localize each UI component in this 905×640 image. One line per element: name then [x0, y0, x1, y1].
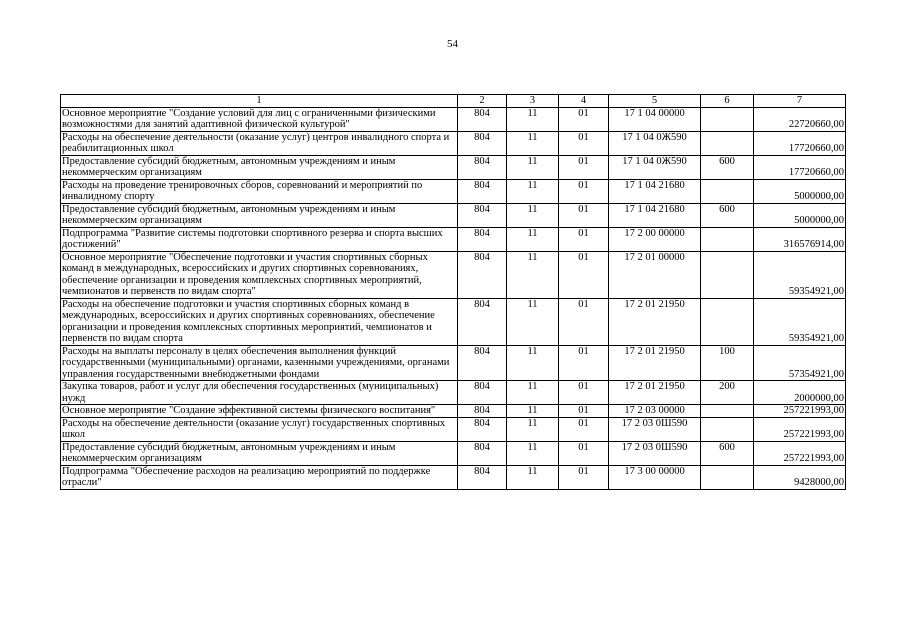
dept-code: 804 [458, 417, 507, 441]
dept-code: 804 [458, 298, 507, 345]
target-article-code: 17 2 01 00000 [609, 251, 701, 298]
column-header: 6 [701, 95, 754, 108]
target-article-code: 17 2 01 21950 [609, 298, 701, 345]
dept-code: 804 [458, 155, 507, 179]
amount-value: 17720660,00 [754, 155, 846, 179]
expense-type-code [701, 227, 754, 251]
section-code: 11 [507, 465, 559, 489]
row-description: Расходы на обеспечение подготовки и участия спортивных сборных команд в международных, всероссийских и других спортивных соревнованиях, обеспечение организации и проведения комплексных спортивных мероприятий, чемпионатов и первенств по видам спорта [61, 298, 458, 345]
section-code: 11 [507, 345, 559, 381]
table-row [61, 345, 846, 381]
target-article-code: 17 2 03 00000 [609, 405, 701, 418]
row-description: Расходы на обеспечение деятельности (оказание услуг) центров инвалидного спорта и реабилитационных школ [61, 131, 458, 155]
subsection-code: 01 [559, 298, 609, 345]
expense-type-code: 100 [701, 345, 754, 381]
section-code: 11 [507, 227, 559, 251]
column-header: 5 [609, 95, 701, 108]
column-header: 7 [754, 95, 846, 108]
table-row [61, 131, 846, 155]
subsection-code: 01 [559, 381, 609, 405]
table-row [61, 381, 846, 405]
section-code: 11 [507, 155, 559, 179]
row-description: Расходы на проведение тренировочных сборов, соревнований и мероприятий по инвалидному спорту [61, 179, 458, 203]
amount-value: 22720660,00 [754, 107, 846, 131]
column-header: 1 [61, 95, 458, 108]
amount-value: 257221993,00 [754, 405, 846, 418]
target-article-code: 17 2 03 0Ш590 [609, 441, 701, 465]
target-article-code: 17 2 01 21950 [609, 345, 701, 381]
dept-code: 804 [458, 203, 507, 227]
row-description: Закупка товаров, работ и услуг для обеспечения государственных (муниципальных) нужд [61, 381, 458, 405]
table-row [61, 441, 846, 465]
amount-value: 257221993,00 [754, 417, 846, 441]
expense-type-code [701, 107, 754, 131]
table-row [61, 417, 846, 441]
section-code: 11 [507, 131, 559, 155]
dept-code: 804 [458, 381, 507, 405]
expense-type-code [701, 405, 754, 418]
column-header: 3 [507, 95, 559, 108]
amount-value: 59354921,00 [754, 298, 846, 345]
amount-value: 2000000,00 [754, 381, 846, 405]
amount-value: 59354921,00 [754, 251, 846, 298]
row-description: Предоставление субсидий бюджетным, автономным учреждениям и иным некоммерческим организациям [61, 203, 458, 227]
target-article-code: 17 2 00 00000 [609, 227, 701, 251]
expense-type-code [701, 465, 754, 489]
subsection-code: 01 [559, 441, 609, 465]
subsection-code: 01 [559, 131, 609, 155]
expense-type-code: 200 [701, 381, 754, 405]
section-code: 11 [507, 298, 559, 345]
amount-value: 316576914,00 [754, 227, 846, 251]
target-article-code: 17 2 03 0Ш590 [609, 417, 701, 441]
row-description: Основное мероприятие "Создание условий для лиц с ограниченными физическими возможностями для занятий адаптивной физической культурой" [61, 107, 458, 131]
table-row [61, 227, 846, 251]
dept-code: 804 [458, 345, 507, 381]
amount-value: 9428000,00 [754, 465, 846, 489]
expense-type-code [701, 131, 754, 155]
subsection-code: 01 [559, 179, 609, 203]
table-header-row [61, 95, 846, 108]
subsection-code: 01 [559, 203, 609, 227]
dept-code: 804 [458, 107, 507, 131]
subsection-code: 01 [559, 251, 609, 298]
section-code: 11 [507, 417, 559, 441]
dept-code: 804 [458, 251, 507, 298]
subsection-code: 01 [559, 465, 609, 489]
expense-type-code [701, 179, 754, 203]
target-article-code: 17 1 04 21680 [609, 179, 701, 203]
section-code: 11 [507, 405, 559, 418]
dept-code: 804 [458, 441, 507, 465]
page-number: 54 [447, 38, 458, 50]
expense-type-code: 600 [701, 441, 754, 465]
budget-table [60, 94, 846, 490]
table-row [61, 298, 846, 345]
dept-code: 804 [458, 465, 507, 489]
dept-code: 804 [458, 179, 507, 203]
row-description: Предоставление субсидий бюджетным, автономным учреждениям и иным некоммерческим организациям [61, 155, 458, 179]
target-article-code: 17 1 04 0Ж590 [609, 131, 701, 155]
amount-value: 257221993,00 [754, 441, 846, 465]
row-description: Предоставление субсидий бюджетным, автономным учреждениям и иным некоммерческим организациям [61, 441, 458, 465]
table-row [61, 465, 846, 489]
column-header: 4 [559, 95, 609, 108]
table-row [61, 405, 846, 418]
subsection-code: 01 [559, 417, 609, 441]
dept-code: 804 [458, 405, 507, 418]
expense-type-code [701, 298, 754, 345]
subsection-code: 01 [559, 227, 609, 251]
table-row [61, 203, 846, 227]
subsection-code: 01 [559, 155, 609, 179]
column-header: 2 [458, 95, 507, 108]
target-article-code: 17 1 04 00000 [609, 107, 701, 131]
table-row [61, 107, 846, 131]
section-code: 11 [507, 203, 559, 227]
amount-value: 5000000,00 [754, 179, 846, 203]
subsection-code: 01 [559, 345, 609, 381]
section-code: 11 [507, 107, 559, 131]
section-code: 11 [507, 441, 559, 465]
target-article-code: 17 1 04 21680 [609, 203, 701, 227]
section-code: 11 [507, 251, 559, 298]
dept-code: 804 [458, 227, 507, 251]
expense-type-code: 600 [701, 203, 754, 227]
amount-value: 17720660,00 [754, 131, 846, 155]
table-row [61, 251, 846, 298]
dept-code: 804 [458, 131, 507, 155]
table-row [61, 155, 846, 179]
expense-type-code: 600 [701, 155, 754, 179]
row-description: Подпрограмма "Обеспечение расходов на реализацию мероприятий по поддержке отрасли" [61, 465, 458, 489]
table-row [61, 179, 846, 203]
row-description: Расходы на выплаты персоналу в целях обеспечения выполнения функций государственными (муниципальными) органами, казенными учреждениями, органами управления государственными внебюджетными фондами [61, 345, 458, 381]
target-article-code: 17 2 01 21950 [609, 381, 701, 405]
row-description: Расходы на обеспечение деятельности (оказание услуг) государственных спортивных школ [61, 417, 458, 441]
row-description: Основное мероприятие "Обеспечение подготовки и участия спортивных сборных команд в международных, всероссийских и других спортивных соревнованиях, обеспечение организации и проведения комплексных спортивных мероприятий, чемпионатов и первенств по видам спорта" [61, 251, 458, 298]
row-description: Основное мероприятие "Создание эффективной системы физического воспитания" [61, 405, 458, 418]
amount-value: 57354921,00 [754, 345, 846, 381]
expense-type-code [701, 251, 754, 298]
section-code: 11 [507, 381, 559, 405]
table-body [61, 107, 846, 489]
subsection-code: 01 [559, 107, 609, 131]
section-code: 11 [507, 179, 559, 203]
amount-value: 5000000,00 [754, 203, 846, 227]
row-description: Подпрограмма "Развитие системы подготовки спортивного резерва и спорта высших достижений" [61, 227, 458, 251]
target-article-code: 17 3 00 00000 [609, 465, 701, 489]
subsection-code: 01 [559, 405, 609, 418]
expense-type-code [701, 417, 754, 441]
target-article-code: 17 1 04 0Ж590 [609, 155, 701, 179]
